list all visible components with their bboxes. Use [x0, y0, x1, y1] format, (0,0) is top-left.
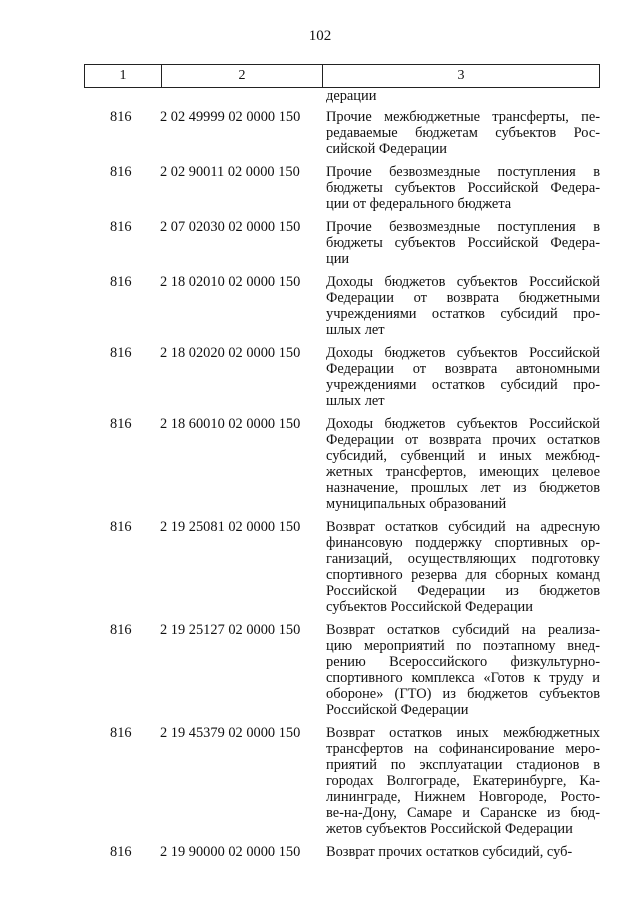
table-row	[0, 274, 640, 338]
description	[326, 219, 600, 267]
description-line: субсидий, субвенций и иных межбюд-	[326, 448, 600, 464]
page-number: 102	[308, 28, 332, 44]
description-line: цию мероприятий по поэтапному внед-	[326, 638, 600, 654]
description-line: бюджеты субъектов Российской Федера-	[326, 180, 600, 196]
description-line: Российской Федерации	[326, 702, 469, 718]
admin-code: 816	[110, 345, 132, 361]
description-line: жетных трансфертов, имеющих целевое	[326, 464, 600, 480]
budget-code: 2 18 02020 02 0000 150	[160, 345, 301, 361]
budget-code: 2 18 02010 02 0000 150	[160, 274, 301, 290]
description-line: учреждениями остатков субсидий про-	[326, 377, 600, 393]
admin-code: 816	[110, 274, 132, 290]
header-col-3: 3	[457, 68, 465, 83]
description-line: Возврат прочих остатков субсидий, суб-	[326, 844, 573, 860]
continuation-text: дерации	[326, 88, 377, 104]
description	[326, 274, 600, 338]
description-line: субъектов Российской Федерации	[326, 599, 533, 615]
table-row	[0, 219, 640, 267]
admin-code: 816	[110, 725, 132, 741]
description-line: Доходы бюджетов субъектов Российской	[326, 345, 600, 361]
table-row	[0, 164, 640, 212]
description-line: ции	[326, 251, 350, 267]
description-line: Прочие безвозмездные поступления в	[326, 164, 600, 180]
description-line: рению Всероссийского физкультурно-	[326, 654, 600, 670]
admin-code: 816	[110, 844, 132, 860]
description-line: шлых лет	[326, 322, 385, 338]
description-line: трансфертов на софинансирование меро-	[326, 741, 600, 757]
budget-code: 2 19 90000 02 0000 150	[160, 844, 301, 860]
description-line: лининграде, Нижнем Новгороде, Росто-	[326, 789, 600, 805]
description-line: Доходы бюджетов субъектов Российской	[326, 416, 600, 432]
budget-code: 2 19 45379 02 0000 150	[160, 725, 301, 741]
description	[326, 164, 600, 212]
description-line: Доходы бюджетов субъектов Российской	[326, 274, 600, 290]
description-line: Возврат остатков субсидий на реализа-	[326, 622, 600, 638]
description-line: ганизаций, осуществляющих подготовку	[326, 551, 600, 567]
admin-code: 816	[110, 519, 132, 535]
header-col-2: 2	[162, 65, 323, 87]
description-line: Федерации от возврата прочих остатков	[326, 432, 600, 448]
description	[326, 109, 600, 157]
description-line: муниципальных образований	[326, 496, 507, 512]
admin-code: 816	[110, 109, 132, 125]
table-row	[0, 519, 640, 615]
admin-code: 816	[110, 622, 132, 638]
description-line: Возврат остатков субсидий на адресную	[326, 519, 600, 535]
admin-code: 816	[110, 416, 132, 432]
budget-code: 2 18 60010 02 0000 150	[160, 416, 301, 432]
budget-code: 2 02 90011 02 0000 150	[160, 164, 300, 180]
description	[326, 519, 600, 615]
table-row	[0, 725, 640, 837]
budget-code: 2 19 25127 02 0000 150	[160, 622, 301, 638]
description-line: спортивного резерва для сборных команд	[326, 567, 600, 583]
description-line: финансовую поддержку спортивных ор-	[326, 535, 600, 551]
description-line: городах Волгограде, Екатеринбурге, Ка-	[326, 773, 600, 789]
admin-code: 816	[110, 219, 132, 235]
description-line: спортивного комплекса «Готов к труду и	[326, 670, 600, 686]
description-line: ции от федерального бюджета	[326, 196, 512, 212]
description-line: учреждениями остатков субсидий про-	[326, 306, 600, 322]
table-row	[0, 622, 640, 718]
description-line: сийской Федерации	[326, 141, 447, 157]
description-line: шлых лет	[326, 393, 385, 409]
description-line: обороне» (ГТО) из бюджетов субъектов	[326, 686, 600, 702]
description-line: ве-на-Дону, Самаре и Саранске из бюд-	[326, 805, 600, 821]
description-line: Прочие межбюджетные трансферты, пе-	[326, 109, 600, 125]
description	[326, 345, 600, 409]
budget-code: 2 19 25081 02 0000 150	[160, 519, 301, 535]
description-line: Возврат остатков иных межбюджетных	[326, 725, 600, 741]
description-line: Российской Федерации из бюджетов	[326, 583, 600, 599]
table-row	[0, 844, 640, 860]
description-line: редаваемые бюджетам субъектов Рос-	[326, 125, 600, 141]
description-line: бюджеты субъектов Российской Федера-	[326, 235, 600, 251]
description-line: жетов субъектов Российской Федерации	[326, 821, 573, 837]
description	[326, 622, 600, 718]
description-line: Прочие безвозмездные поступления в	[326, 219, 600, 235]
description	[326, 725, 600, 837]
table-row	[0, 345, 640, 409]
budget-code: 2 02 49999 02 0000 150	[160, 109, 301, 125]
description-line: приятий по эксплуатации стадионов в	[326, 757, 600, 773]
table-body	[0, 109, 640, 867]
description	[326, 844, 600, 860]
table-row	[0, 109, 640, 157]
description-line: Федерации от возврата бюджетными	[326, 290, 600, 306]
description	[326, 416, 600, 512]
table-row	[0, 416, 640, 512]
description-line: назначение, прошлых лет из бюджетов	[326, 480, 600, 496]
table-header	[84, 64, 600, 88]
description-line: Федерации от возврата автономными	[326, 361, 600, 377]
admin-code: 816	[110, 164, 132, 180]
header-col-1: 1	[85, 65, 162, 87]
budget-code: 2 07 02030 02 0000 150	[160, 219, 301, 235]
